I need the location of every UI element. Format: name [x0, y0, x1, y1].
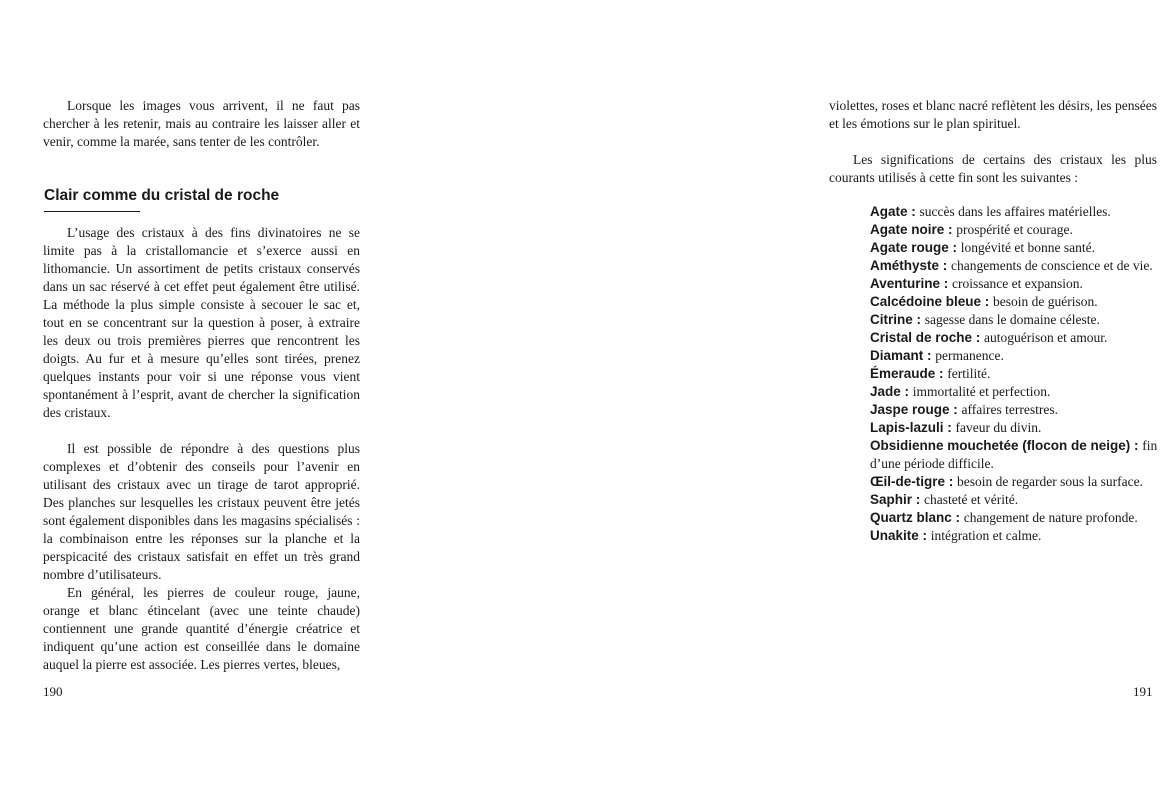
glossary-term: Améthyste [870, 258, 940, 273]
glossary-meaning: intégration et calme. [930, 528, 1042, 543]
glossary-meaning: changements de conscience et de vie. [951, 258, 1153, 273]
glossary-meaning: besoin de guérison. [993, 294, 1098, 309]
glossary-separator: : [912, 492, 925, 507]
glossary-meaning: prospérité et courage. [956, 222, 1073, 237]
glossary-term: Lapis-lazuli [870, 420, 944, 435]
heading-underline [44, 211, 140, 212]
glossary-entry [870, 419, 1170, 437]
glossary-separator: : [949, 402, 962, 417]
glossary-entry [870, 275, 1170, 293]
glossary-term: Citrine [870, 312, 913, 327]
glossary-entry [870, 347, 1170, 365]
glossary-separator: : [935, 366, 948, 381]
glossary-term: Agate rouge [870, 240, 949, 255]
glossary-term: Cristal de roche [870, 330, 973, 345]
glossary-separator: : [1130, 438, 1143, 453]
glossary-meaning: permanence. [935, 348, 1004, 363]
glossary-entry [870, 473, 1170, 491]
glossary-separator: : [944, 222, 957, 237]
glossary-meaning: changement de nature profonde. [963, 510, 1138, 525]
page-number-left: 190 [43, 684, 63, 699]
glossary-entry [870, 221, 1170, 239]
glossary-meaning: longévité et bonne santé. [960, 240, 1095, 255]
body-paragraph-3: En général, les pierres de couleur rouge, jaune, orange et blanc étincelant (avec une teinte chaude) contiennent une grande quantité d’énergie créatrice et indiquent qu’une action est conseillée dans le domaine auquel la pierre est associée. Les pierres vertes, bleues, [43, 585, 360, 672]
glossary-term: Quartz blanc [870, 510, 952, 525]
glossary-entry [870, 365, 1170, 383]
glossary-separator: : [951, 510, 964, 525]
glossary-separator: : [945, 474, 958, 489]
glossary-separator: : [981, 294, 994, 309]
glossary-term: Émeraude [870, 366, 936, 381]
glossary-meaning: chasteté et vérité. [924, 492, 1019, 507]
glossary-separator: : [918, 528, 931, 543]
intro-paragraph: Les significations de certains des cristaux les plus courants utilisés à cette fin sont les suivantes : [829, 152, 1157, 185]
right-page [400, 0, 1158, 800]
opening-paragraph: Lorsque les images vous arrivent, il ne faut pas chercher à les retenir, mais au contraire les laisser aller et venir, comme la marée, sans tenter de les contrôler. [43, 98, 360, 149]
glossary-term: Diamant [870, 348, 924, 363]
glossary-entry [870, 311, 1170, 329]
glossary-term: Calcédoine bleue [870, 294, 982, 309]
glossary-entry [870, 329, 1170, 347]
continuation-paragraph: violettes, roses et blanc nacré reflètent les désirs, les pensées et les émotions sur le plan spirituel. [829, 98, 1157, 131]
glossary-entry [870, 257, 1170, 275]
glossary-entry [870, 491, 1170, 509]
glossary-entry [870, 239, 1170, 257]
glossary-term: Saphir [870, 492, 913, 507]
glossary-entry [870, 437, 1170, 473]
glossary-term: Jaspe rouge [870, 402, 950, 417]
glossary-entry [870, 401, 1170, 419]
glossary-separator: : [943, 420, 956, 435]
glossary-entry [870, 509, 1170, 527]
glossary-separator: : [912, 312, 925, 327]
crystal-glossary-list [870, 203, 1170, 545]
glossary-meaning: croissance et expansion. [952, 276, 1083, 291]
glossary-entry [870, 293, 1170, 311]
glossary-meaning: sagesse dans le domaine céleste. [924, 312, 1100, 327]
glossary-separator: : [939, 258, 952, 273]
glossary-separator: : [972, 330, 985, 345]
glossary-meaning: autoguérison et amour. [984, 330, 1108, 345]
glossary-separator: : [948, 240, 961, 255]
glossary-term: Jade [870, 384, 901, 399]
page-number-right: 191 [1133, 684, 1153, 699]
glossary-separator: : [923, 348, 936, 363]
body-paragraph-2: Il est possible de répondre à des questions plus complexes et d’obtenir des conseils pour l’avenir en utilisant des cristaux avec un tirage de tarot approprié. Des planches sur lesquelles les cristaux peuvent être jetés sont également disponibles dans les magasins spécialisés : la combinaison entre les réponses sur la planche et la perspicacité des cristaux satisfait en effet un très grand nombre d’utilisateurs. [43, 441, 360, 582]
glossary-separator: : [907, 204, 920, 219]
glossary-meaning: faveur du divin. [955, 420, 1042, 435]
glossary-entry [870, 203, 1170, 221]
glossary-entry [870, 527, 1170, 545]
glossary-term: Agate noire [870, 222, 945, 237]
glossary-term: Agate [870, 204, 908, 219]
glossary-meaning: immortalité et perfection. [912, 384, 1051, 399]
glossary-meaning: fin d’une période difficile. [870, 438, 1158, 471]
glossary-meaning: succès dans les affaires matérielles. [919, 204, 1111, 219]
glossary-term: Aventurine [870, 276, 941, 291]
glossary-term: Obsidienne mouchetée (flocon de neige) [870, 438, 1131, 453]
left-page [0, 0, 400, 800]
section-heading: Clair comme du cristal de roche [44, 187, 280, 204]
glossary-entry [870, 383, 1170, 401]
glossary-meaning: besoin de regarder sous la surface. [957, 474, 1143, 489]
glossary-term: Œil-de-tigre [870, 474, 946, 489]
glossary-separator: : [940, 276, 953, 291]
body-paragraph-1: L’usage des cristaux à des fins divinatoires ne se limite pas à la cristallomancie et s’exerce aussi en lithomancie. Un assortiment de petits cristaux conservés dans un sac réservé à cet effet peut également être utilisé. La méthode la plus simple consiste à secouer le sac et, tout en se concentrant sur la question à poser, à extraire les deux ou trois premières pierres que rencontrent les doigts. Au fur et à mesure qu’elles sont tirées, prenez quelques instants pour voir si une réponse vous vient spontanément à l’esprit, avant de chercher la signification des cristaux. [43, 225, 360, 420]
glossary-meaning: fertilité. [947, 366, 991, 381]
glossary-term: Unakite [870, 528, 919, 543]
glossary-separator: : [900, 384, 913, 399]
glossary-meaning: affaires terrestres. [961, 402, 1058, 417]
